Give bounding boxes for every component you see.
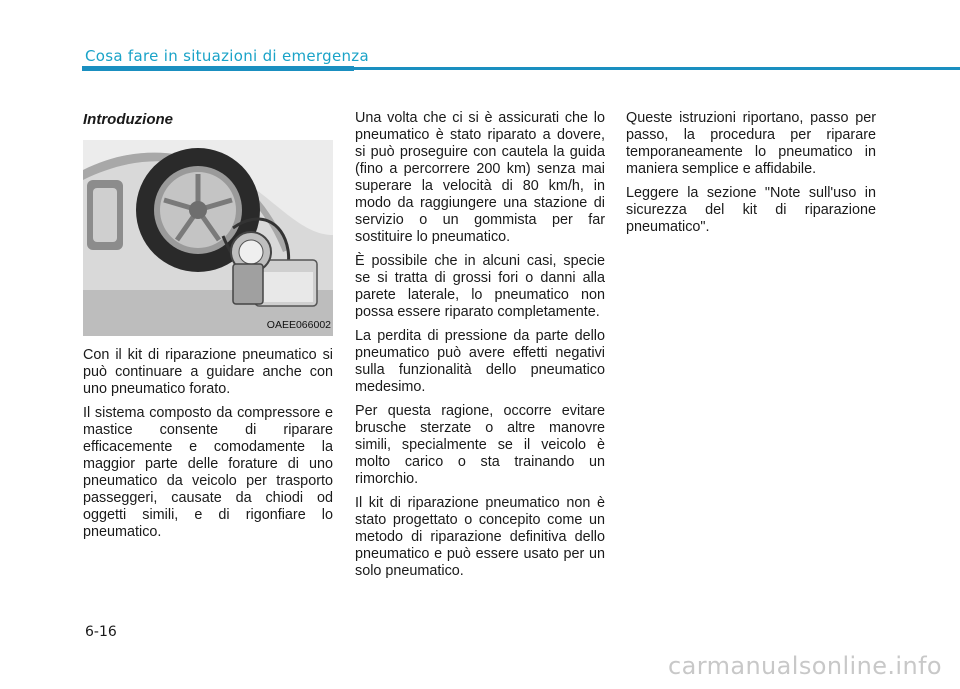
paragraph: Una volta che ci si è assicurati che lo pneumatico è stato riparato a dovere, si può proseguire con cautela la guida (fino a percorrere 200 km) senza mai superare la velocità di 80 km/h, in modo da raggiungere una stazione di servizio o un gommista per far sostituire lo pneumatico.	[355, 110, 605, 245]
paragraph: È possibile che in alcuni casi, specie se si tratta di grossi fori o danni alla parete laterale, lo pneumatico non possa essere riparato completamente.	[355, 253, 605, 320]
paragraph: Per questa ragione, occorre evitare brusche sterzate o altre manovre simili, specialmente se il veicolo è molto carico o sta trainando un rimorchio.	[355, 403, 605, 487]
watermark: carmanualsonline.info	[668, 652, 942, 680]
tire-repair-kit-illustration	[83, 140, 333, 336]
section-title: Cosa fare in situazioni di emergenza	[85, 47, 369, 65]
paragraph: Leggere la sezione "Note sull'uso in sicurezza del kit di riparazione pneumatico".	[626, 185, 876, 235]
column-2	[355, 110, 605, 587]
paragraph: Con il kit di riparazione pneumatico si può continuare a guidare anche con uno pneumatico forato.	[83, 347, 333, 397]
figure-code: OAEE066002	[266, 319, 331, 331]
section-heading: Introduzione	[83, 111, 173, 128]
car-wheel-compressor-image	[83, 140, 333, 336]
paragraph: La perdita di pressione da parte dello pneumatico può avere effetti negativi sulla funzionalità dello pneumatico medesimo.	[355, 328, 605, 395]
header-rule-accent	[82, 66, 354, 71]
column-1	[83, 110, 333, 548]
page-number: 6-16	[85, 624, 117, 640]
paragraph: Il sistema composto da compressore e mastice consente di riparare efficacemente e comodamente la maggior parte delle forature di uno pneumatico da veicolo per trasporto passeggeri, causate da chiodi od oggetti simili, e di rigonfiare lo pneumatico.	[83, 405, 333, 540]
column-3	[626, 110, 876, 243]
paragraph: Il kit di riparazione pneumatico non è stato progettato o concepito come un metodo di riparazione definitiva dello pneumatico e può essere usato per un solo pneumatico.	[355, 495, 605, 579]
paragraph: Queste istruzioni riportano, passo per passo, la procedura per riparare temporaneamente lo pneumatico in maniera semplice e affidabile.	[626, 110, 876, 177]
